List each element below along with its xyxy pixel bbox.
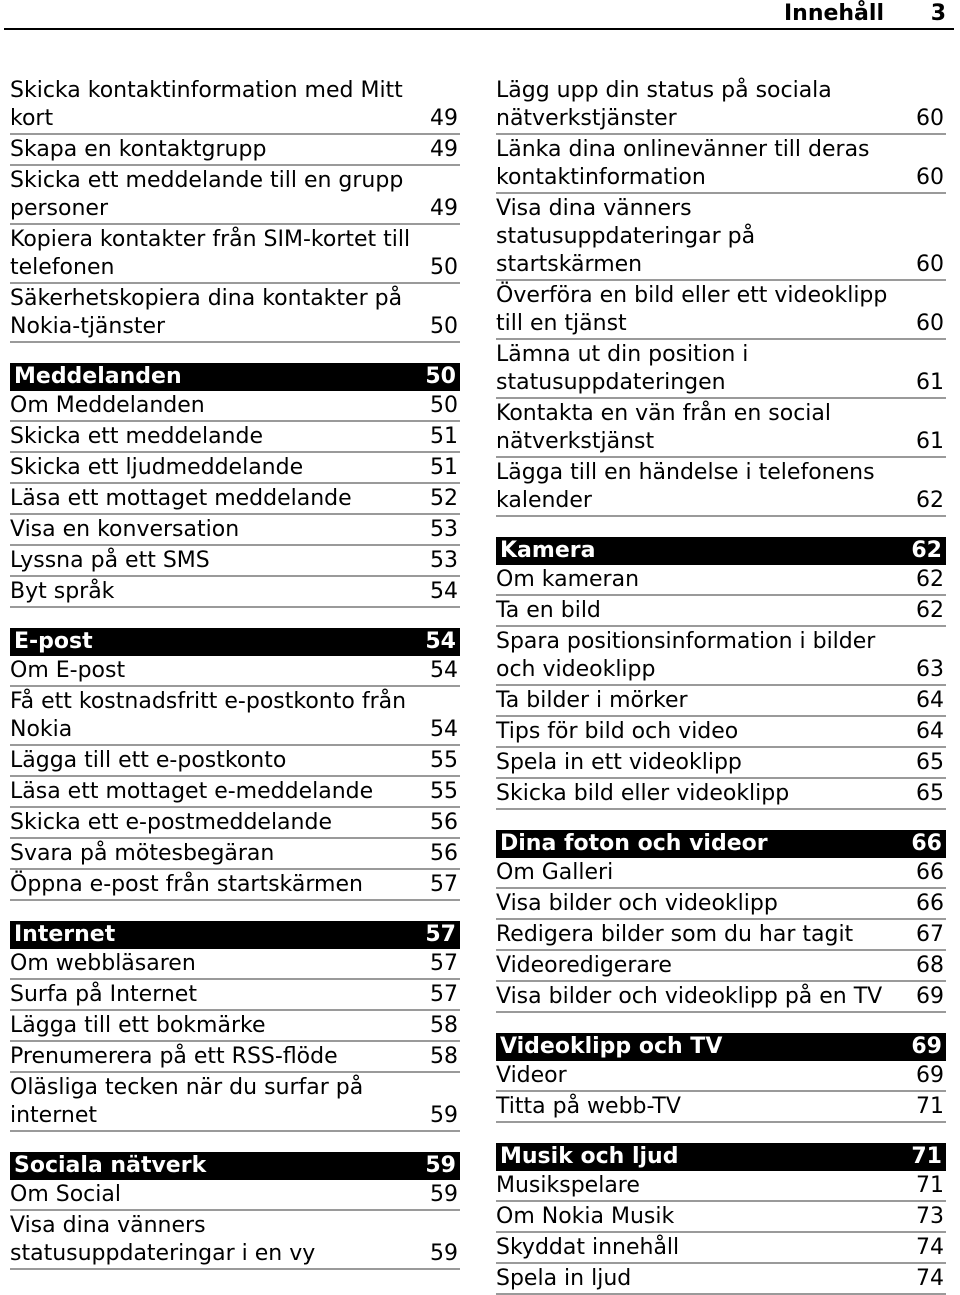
toc-entry[interactable]: [496, 1264, 946, 1295]
toc-entry[interactable]: [496, 135, 946, 194]
toc-entry[interactable]: [496, 779, 946, 810]
entry-title: Lämna ut din position i statusuppdateringen: [496, 342, 749, 395]
toc-entry[interactable]: [496, 1171, 946, 1202]
entry-title: Lägg upp din status på sociala nätverkstjänster: [496, 78, 832, 131]
toc-entry[interactable]: [10, 76, 460, 135]
page-number: 59: [430, 1103, 458, 1128]
header-rule: [4, 28, 954, 30]
section-title: E-post: [14, 629, 93, 654]
toc-section-heading[interactable]: [496, 1143, 946, 1171]
toc-entry[interactable]: [10, 1011, 460, 1042]
entry-title: Om Galleri: [496, 860, 614, 885]
page-number: 56: [430, 841, 458, 866]
toc-section-heading[interactable]: [10, 1152, 460, 1180]
page-number: 54: [425, 629, 456, 654]
entry-title: Tips för bild och video: [496, 719, 739, 744]
toc-entry[interactable]: [10, 577, 460, 608]
page-number: 50: [430, 393, 458, 418]
toc-entry[interactable]: [10, 1073, 460, 1132]
page-number: 61: [916, 370, 944, 395]
toc-entry[interactable]: [496, 982, 946, 1013]
page-number: 65: [916, 781, 944, 806]
entry-title: Videor: [496, 1063, 567, 1088]
section-title: Musik och ljud: [500, 1144, 679, 1169]
page-number: 69: [916, 1063, 944, 1088]
toc-entry[interactable]: [10, 1042, 460, 1073]
page-number: 50: [430, 255, 458, 280]
page-number: 73: [916, 1204, 944, 1229]
page-number: 66: [916, 860, 944, 885]
page-number: 51: [430, 455, 458, 480]
entry-title: Ta bilder i mörker: [496, 688, 688, 713]
toc-entry[interactable]: [496, 686, 946, 717]
page-number: 59: [430, 1241, 458, 1266]
toc-entry[interactable]: [10, 746, 460, 777]
entry-title: Skicka ett meddelande: [10, 424, 263, 449]
entry-title: Lyssna på ett SMS: [10, 548, 210, 573]
page-number: 64: [916, 719, 944, 744]
entry-title: Skicka ett ljudmeddelande: [10, 455, 304, 480]
toc-entry[interactable]: [496, 458, 946, 517]
entry-title: Om E-post: [10, 658, 126, 683]
toc-entry[interactable]: [496, 1202, 946, 1233]
section-title: Kamera: [500, 538, 596, 563]
page-number: 53: [430, 548, 458, 573]
page-number: 54: [430, 579, 458, 604]
page-number: 49: [430, 106, 458, 131]
toc-column-right: [496, 76, 946, 1295]
entry-title: Musikspelare: [496, 1173, 640, 1198]
toc-entry[interactable]: [496, 1061, 946, 1092]
toc-section-heading[interactable]: [496, 1033, 946, 1061]
toc-entry[interactable]: [10, 515, 460, 546]
page-number: 52: [430, 486, 458, 511]
entry-title: Svara på mötesbegäran: [10, 841, 275, 866]
toc-entry[interactable]: [10, 166, 460, 225]
toc-entry[interactable]: [496, 717, 946, 748]
entry-title: Skicka ett e-postmeddelande: [10, 810, 332, 835]
entry-title: Spela in ljud: [496, 1266, 632, 1291]
page-number: 60: [916, 165, 944, 190]
entry-title: Redigera bilder som du har tagit: [496, 922, 854, 947]
toc-entry[interactable]: [496, 1233, 946, 1264]
toc-entry[interactable]: [496, 399, 946, 458]
page-number: 62: [916, 488, 944, 513]
toc-entry[interactable]: [496, 951, 946, 982]
header-title: Innehåll: [783, 1, 884, 26]
toc-entry[interactable]: [10, 453, 460, 484]
page-number: 55: [430, 748, 458, 773]
entry-title: Få ett kostnadsfritt e-postkonto från Nokia: [10, 689, 407, 742]
page-number: 50: [430, 314, 458, 339]
section-title: Dina foton och videor: [500, 831, 768, 856]
toc-entry[interactable]: [10, 980, 460, 1011]
page-number: 55: [430, 779, 458, 804]
page-number: 59: [430, 1182, 458, 1207]
toc-entry[interactable]: [10, 949, 460, 980]
page-number: 71: [911, 1144, 942, 1169]
page-number: 71: [916, 1094, 944, 1119]
page-number: 66: [916, 891, 944, 916]
page-number: 53: [430, 517, 458, 542]
toc-entry[interactable]: [10, 484, 460, 515]
page-number: 68: [916, 953, 944, 978]
toc-entry[interactable]: [496, 627, 946, 686]
page-number: 61: [916, 429, 944, 454]
page-number: 58: [430, 1044, 458, 1069]
entry-title: Spara positionsinformation i bilder och videoklipp: [496, 629, 876, 682]
page-number: 57: [430, 982, 458, 1007]
toc-entry[interactable]: [496, 596, 946, 627]
page-number: 62: [911, 538, 942, 563]
page-number: 74: [916, 1235, 944, 1260]
page-number: 57: [430, 872, 458, 897]
page-number: 54: [430, 717, 458, 742]
entry-title: Skicka bild eller videoklipp: [496, 781, 790, 806]
entry-title: Surfa på Internet: [10, 982, 197, 1007]
toc-section-heading[interactable]: [10, 628, 460, 656]
toc-entry[interactable]: [496, 281, 946, 340]
entry-title: Lägga till ett bokmärke: [10, 1013, 266, 1038]
entry-title: Prenumerera på ett RSS-flöde: [10, 1044, 338, 1069]
page-number: 56: [430, 810, 458, 835]
page-header: [0, 0, 960, 30]
section-title: Sociala nätverk: [14, 1153, 207, 1178]
toc-entry[interactable]: [496, 565, 946, 596]
toc-entry[interactable]: [10, 546, 460, 577]
page-number: 67: [916, 922, 944, 947]
page-number: 66: [911, 831, 942, 856]
toc-entry[interactable]: [496, 76, 946, 135]
entry-title: Skapa en kontaktgrupp: [10, 137, 267, 162]
page-number: 62: [916, 567, 944, 592]
section-title: Videoklipp och TV: [500, 1034, 723, 1059]
entry-title: Om webbläsaren: [10, 951, 196, 976]
entry-title: Titta på webb-TV: [496, 1094, 681, 1119]
page-number: 57: [425, 922, 456, 947]
entry-title: Videoredigerare: [496, 953, 672, 978]
entry-title: Visa en konversation: [10, 517, 240, 542]
entry-title: Säkerhetskopiera dina kontakter på Nokia-tjänster: [10, 286, 403, 339]
entry-title: Läsa ett mottaget e-meddelande: [10, 779, 374, 804]
page-number: 62: [916, 598, 944, 623]
section-title: Meddelanden: [14, 364, 182, 389]
page-number: 60: [916, 252, 944, 277]
toc-entry[interactable]: [496, 858, 946, 889]
page-number: 69: [916, 984, 944, 1009]
page-number: 69: [911, 1034, 942, 1059]
toc-entry[interactable]: [10, 1180, 460, 1211]
page-number: 65: [916, 750, 944, 775]
toc-entry[interactable]: [496, 920, 946, 951]
toc-section-heading[interactable]: [10, 363, 460, 391]
entry-title: Visa dina vänners statusuppdateringar på startskärmen: [496, 196, 756, 277]
toc-entry[interactable]: [10, 225, 460, 284]
toc-entry[interactable]: [10, 808, 460, 839]
toc-section-heading[interactable]: [10, 921, 460, 949]
entry-title: Visa bilder och videoklipp på en TV: [496, 984, 883, 1009]
page-number: 74: [916, 1266, 944, 1291]
entry-title: Läsa ett mottaget meddelande: [10, 486, 352, 511]
toc-entry[interactable]: [496, 194, 946, 281]
entry-title: Visa bilder och videoklipp: [496, 891, 778, 916]
toc-entry[interactable]: [10, 284, 460, 343]
toc-entry[interactable]: [10, 656, 460, 687]
toc-entry[interactable]: [10, 870, 460, 901]
section-title: Internet: [14, 922, 116, 947]
toc-entry[interactable]: [10, 391, 460, 422]
entry-title: Lägga till en händelse i telefonens kalender: [496, 460, 875, 513]
toc-section-heading[interactable]: [496, 830, 946, 858]
page-number: 58: [430, 1013, 458, 1038]
entry-title: Spela in ett videoklipp: [496, 750, 742, 775]
page-number: 49: [430, 196, 458, 221]
entry-title: Ta en bild: [496, 598, 601, 623]
page-number: 71: [916, 1173, 944, 1198]
page-number: 60: [916, 106, 944, 131]
page-number: 51: [430, 424, 458, 449]
page-number: 64: [916, 688, 944, 713]
entry-title: Kopiera kontakter från SIM-kortet till telefonen: [10, 227, 411, 280]
entry-title: Om Nokia Musik: [496, 1204, 675, 1229]
entry-title: Öppna e-post från startskärmen: [10, 872, 363, 897]
entry-title: Lägga till ett e-postkonto: [10, 748, 287, 773]
page-number: 50: [425, 364, 456, 389]
header-page-number: 3: [930, 1, 946, 26]
toc-entry[interactable]: [496, 1092, 946, 1123]
entry-title: Skicka kontaktinformation med Mitt kort: [10, 78, 403, 131]
toc-entry[interactable]: [496, 340, 946, 399]
toc-entry[interactable]: [10, 1211, 460, 1270]
toc-entry[interactable]: [10, 135, 460, 166]
page-number: 54: [430, 658, 458, 683]
entry-title: Visa dina vänners statusuppdateringar i en vy: [10, 1213, 316, 1266]
toc-entry[interactable]: [10, 422, 460, 453]
toc-entry[interactable]: [496, 748, 946, 779]
page-number: 60: [916, 311, 944, 336]
page-number: 63: [916, 657, 944, 682]
toc-entry[interactable]: [10, 687, 460, 746]
entry-title: Länka dina onlinevänner till deras kontaktinformation: [496, 137, 870, 190]
toc-section-heading[interactable]: [496, 537, 946, 565]
entry-title: Oläsliga tecken när du surfar på internet: [10, 1075, 364, 1128]
toc-column-left: [10, 76, 460, 1270]
page-number: 49: [430, 137, 458, 162]
page-number: 57: [430, 951, 458, 976]
toc-entry[interactable]: [496, 889, 946, 920]
entry-title: Kontakta en vän från en social nätverkstjänst: [496, 401, 831, 454]
toc-entry[interactable]: [10, 839, 460, 870]
entry-title: Byt språk: [10, 579, 115, 604]
entry-title: Om Social: [10, 1182, 121, 1207]
entry-title: Skicka ett meddelande till en grupp personer: [10, 168, 404, 221]
entry-title: Skyddat innehåll: [496, 1235, 680, 1260]
entry-title: Överföra en bild eller ett videoklipp till en tjänst: [496, 283, 888, 336]
entry-title: Om kameran: [496, 567, 640, 592]
page-number: 59: [425, 1153, 456, 1178]
entry-title: Om Meddelanden: [10, 393, 205, 418]
toc-entry[interactable]: [10, 777, 460, 808]
